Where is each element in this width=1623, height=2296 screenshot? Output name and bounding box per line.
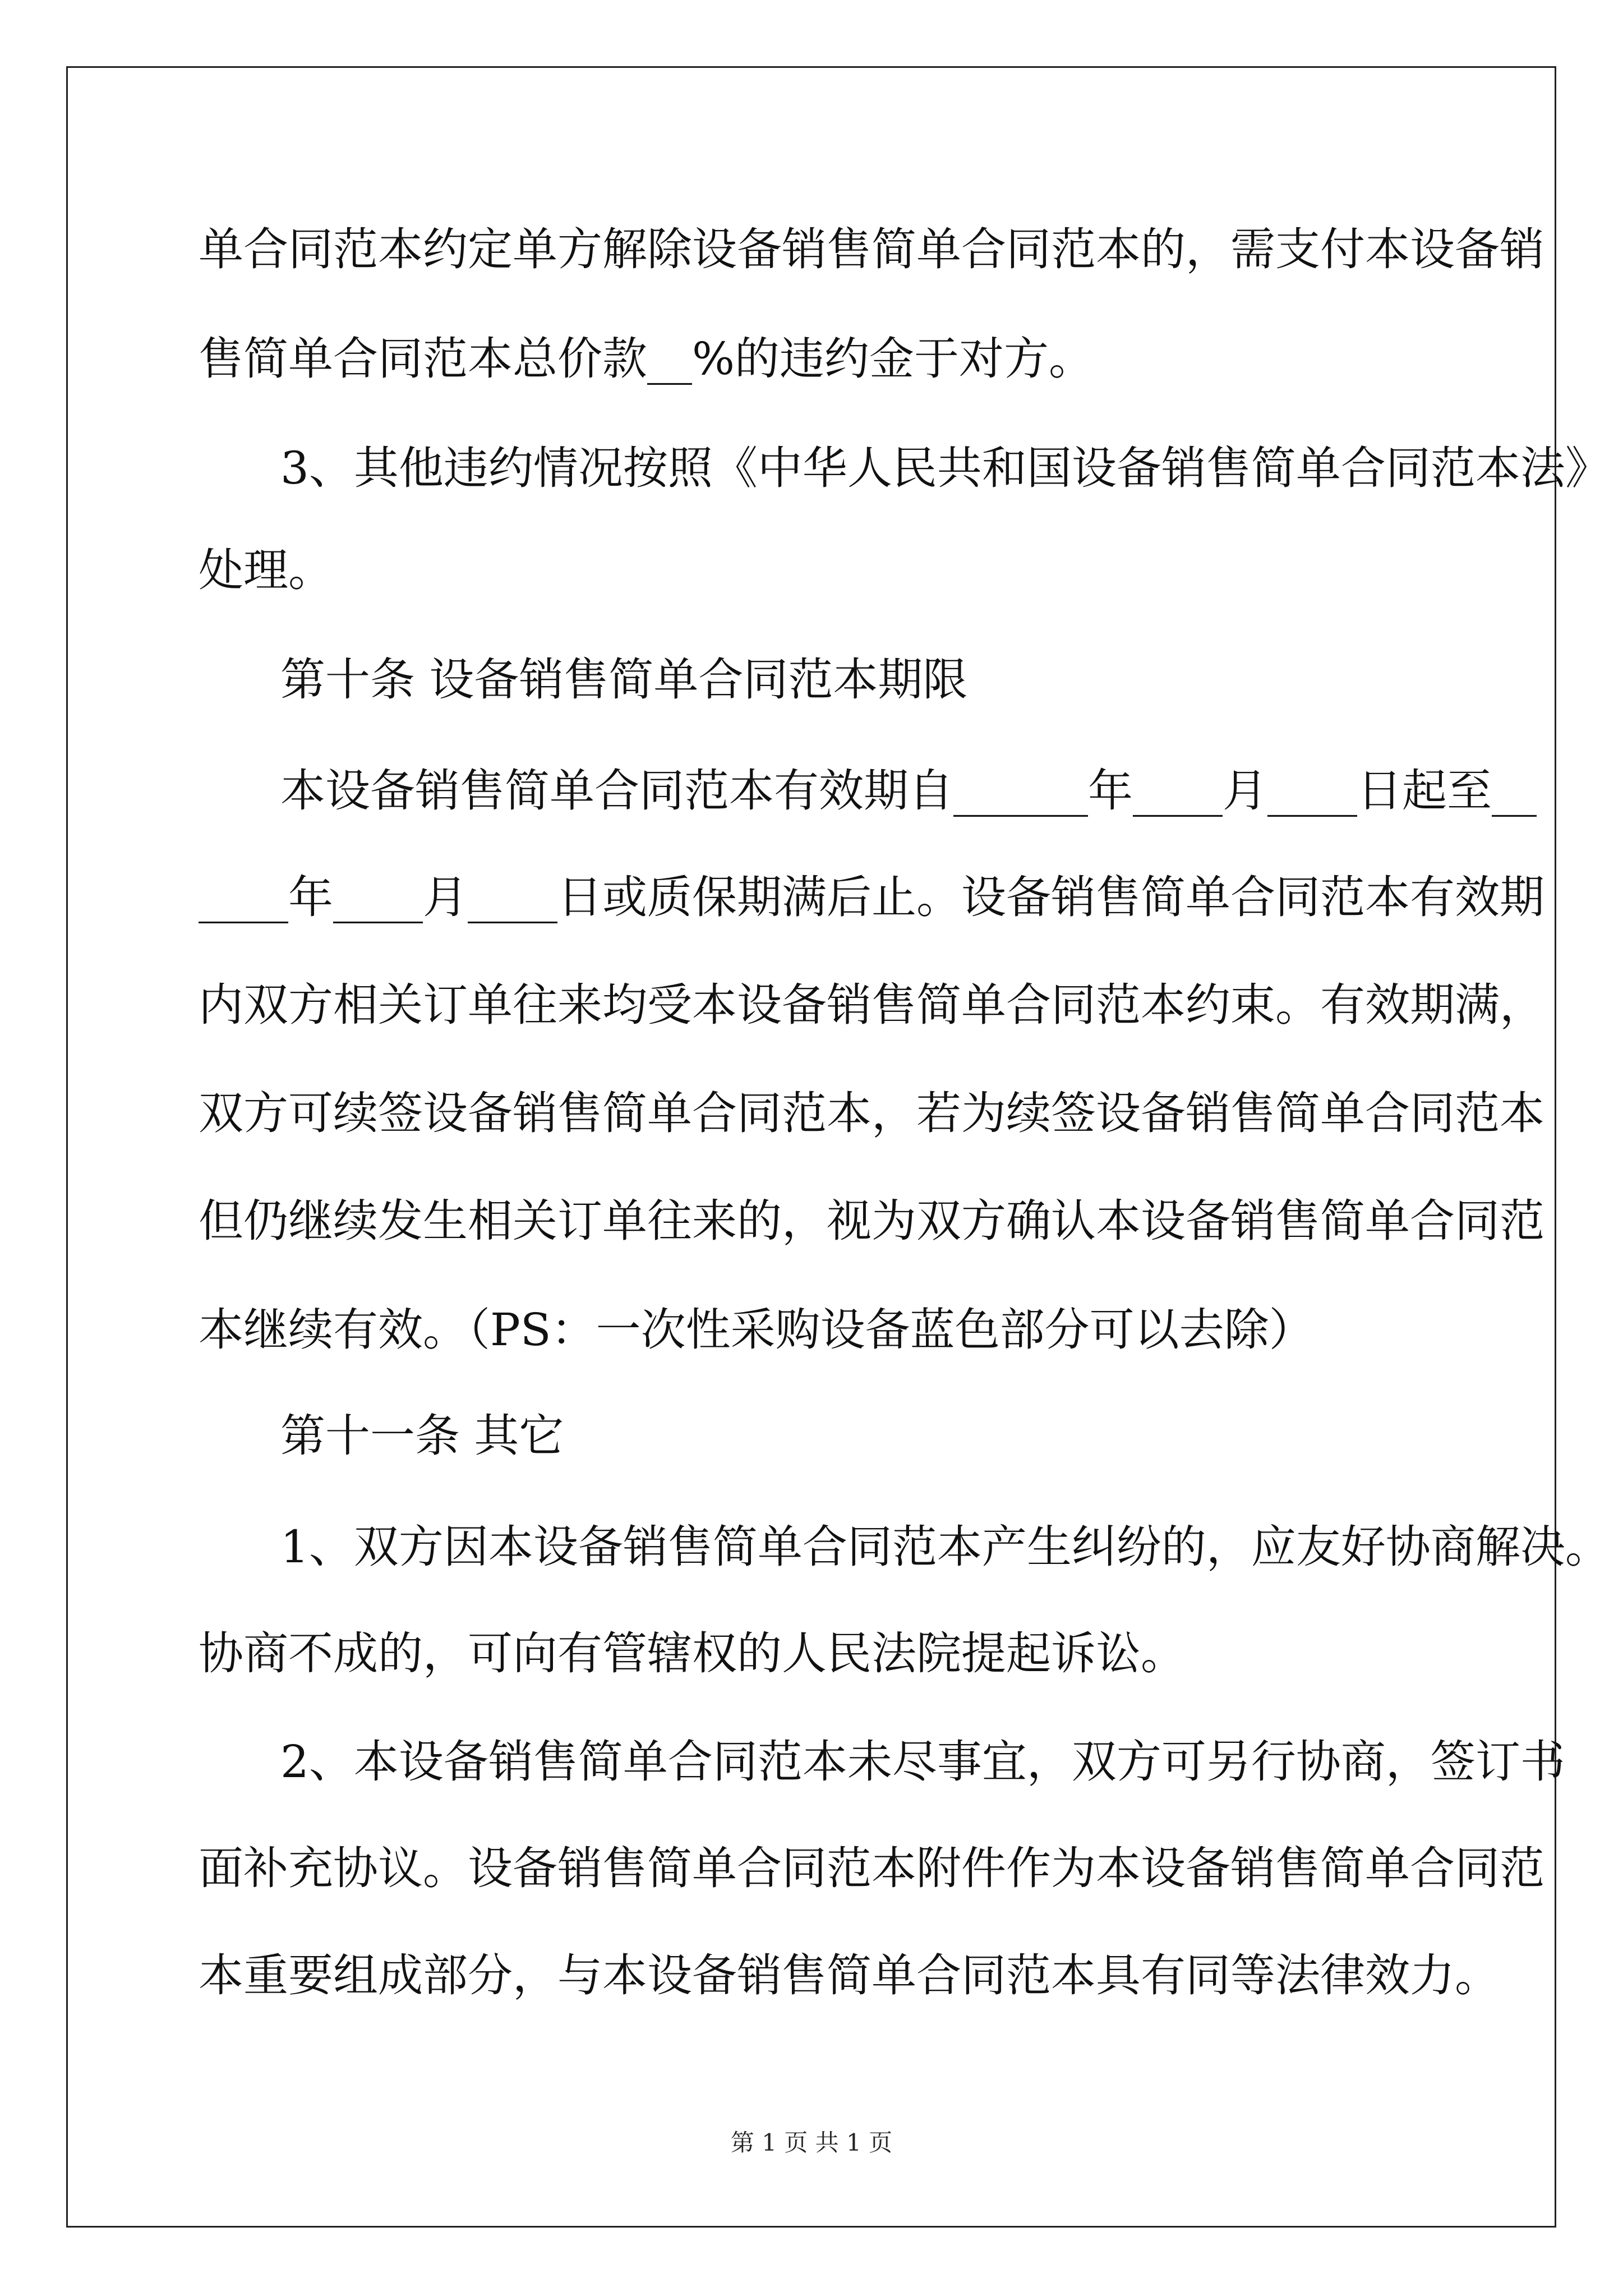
body-text-line: 但仍继续发生相关订单往来的，视为双方确认本设备销售简单合同范 [199, 1195, 1544, 1247]
body-text-line: 本设备销售简单合同范本有效期自______年____月____日起至__ [280, 765, 1537, 817]
page-border [66, 66, 1610, 2228]
body-text-line: ____年____月____日或质保期满后止。设备销售简单合同范本有效期 [199, 871, 1544, 923]
body-text-line: 1、双方因本设备销售简单合同范本产生纠纷的，应友好协商解决。 [280, 1521, 1610, 1573]
body-text-line: 内双方相关订单往来均受本设备销售简单合同范本约束。有效期满， [199, 979, 1544, 1031]
body-text-line: 本继续有效。（PS：一次性采购设备蓝色部分可以去除） [199, 1304, 1314, 1356]
body-text-line: 单合同范本约定单方解除设备销售简单合同范本的，需支付本设备销 [199, 223, 1544, 275]
section-heading: 第十一条 其它 [280, 1410, 564, 1462]
page-number-footer: 第 1 页 共 1 页 [730, 2129, 893, 2156]
body-text-line: 售简单合同范本总价款__%的违约金于对方。 [199, 333, 1094, 385]
section-heading: 第十条 设备销售简单合同范本期限 [280, 654, 968, 706]
body-text-line: 2、本设备销售简单合同范本未尽事宜，双方可另行协商，签订书 [280, 1736, 1565, 1788]
body-text-line: 3、其他违约情况按照《中华人民共和国设备销售简单合同范本法》 [280, 442, 1610, 494]
body-text-line: 双方可续签设备销售简单合同范本，若为续签设备销售简单合同范本 [199, 1087, 1544, 1139]
body-text-line: 面补充协议。设备销售简单合同范本附件作为本设备销售简单合同范 [199, 1842, 1544, 1894]
body-text-line: 处理。 [199, 544, 333, 596]
body-text-line: 本重要组成部分，与本设备销售简单合同范本具有同等法律效力。 [199, 1949, 1500, 2001]
body-text-line: 协商不成的，可向有管辖权的人民法院提起诉讼。 [199, 1627, 1186, 1680]
